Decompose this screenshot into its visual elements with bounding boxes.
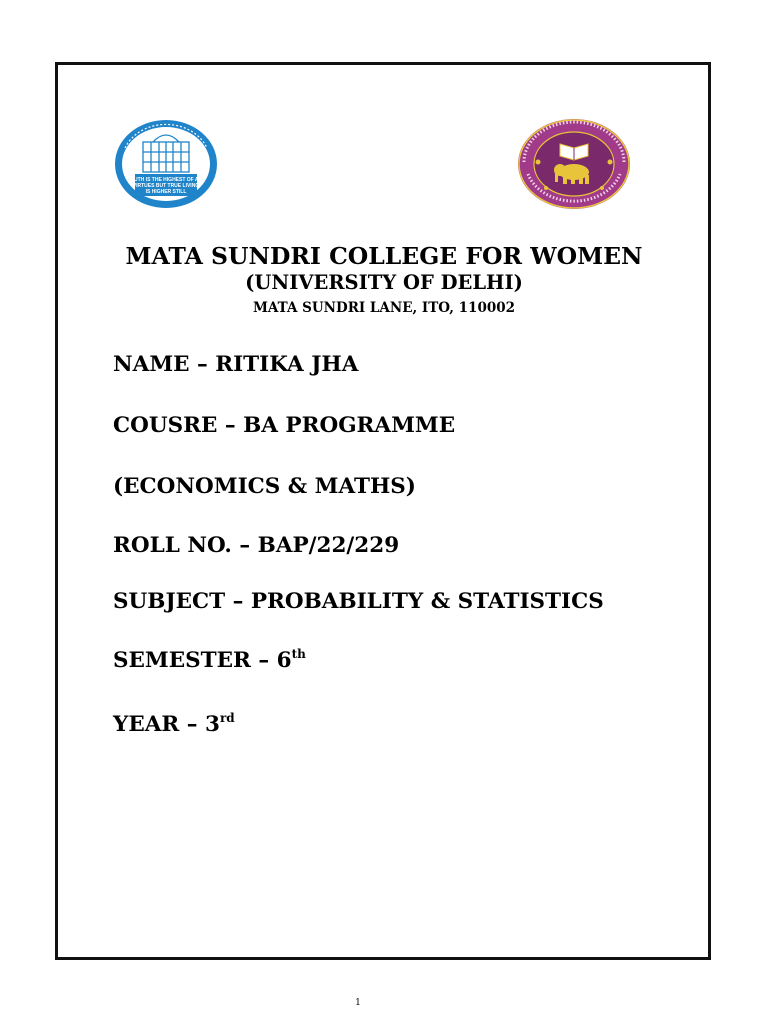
subject-text: SUBJECT – PROBABILITY & STATISTICS: [113, 589, 604, 614]
student-name-text: NAME – RITIKA JHA: [113, 352, 359, 377]
motto-line-1: TRUTH IS THE HIGHEST OF ALL: [127, 177, 205, 183]
course-subjects: [113, 474, 416, 499]
semester-text: SEMESTER – 6: [113, 648, 292, 673]
semester: [113, 648, 306, 673]
page-number: 1: [355, 998, 361, 1008]
course: [113, 413, 455, 438]
student-name: [113, 352, 358, 377]
year-text: YEAR – 3: [113, 712, 220, 737]
course-subjects-text: (ECONOMICS & MATHS): [113, 474, 416, 499]
roll-number-text: ROLL NO. – BAP/22/229: [113, 533, 400, 558]
year: [113, 712, 235, 737]
course-text: COUSRE – BA PROGRAMME: [113, 413, 456, 438]
motto-line-3: IS HIGHER STILL: [145, 189, 187, 195]
college-emblem-icon: [113, 118, 219, 210]
college-address: MATA SUNDRI LANE, ITO, 110002: [252, 300, 516, 316]
university-name: (UNIVERSITY OF DELHI): [245, 271, 523, 294]
university-of-delhi-seal-icon: [516, 118, 632, 210]
semester-suffix: th: [291, 647, 306, 661]
subject: [113, 589, 604, 614]
college-name: MATA SUNDRI COLLEGE FOR WOMEN: [125, 242, 643, 270]
roll-number: [113, 533, 399, 558]
year-suffix: rd: [219, 711, 235, 725]
motto-line-2: VIRTUES BUT TRUE LIVING: [132, 183, 200, 189]
